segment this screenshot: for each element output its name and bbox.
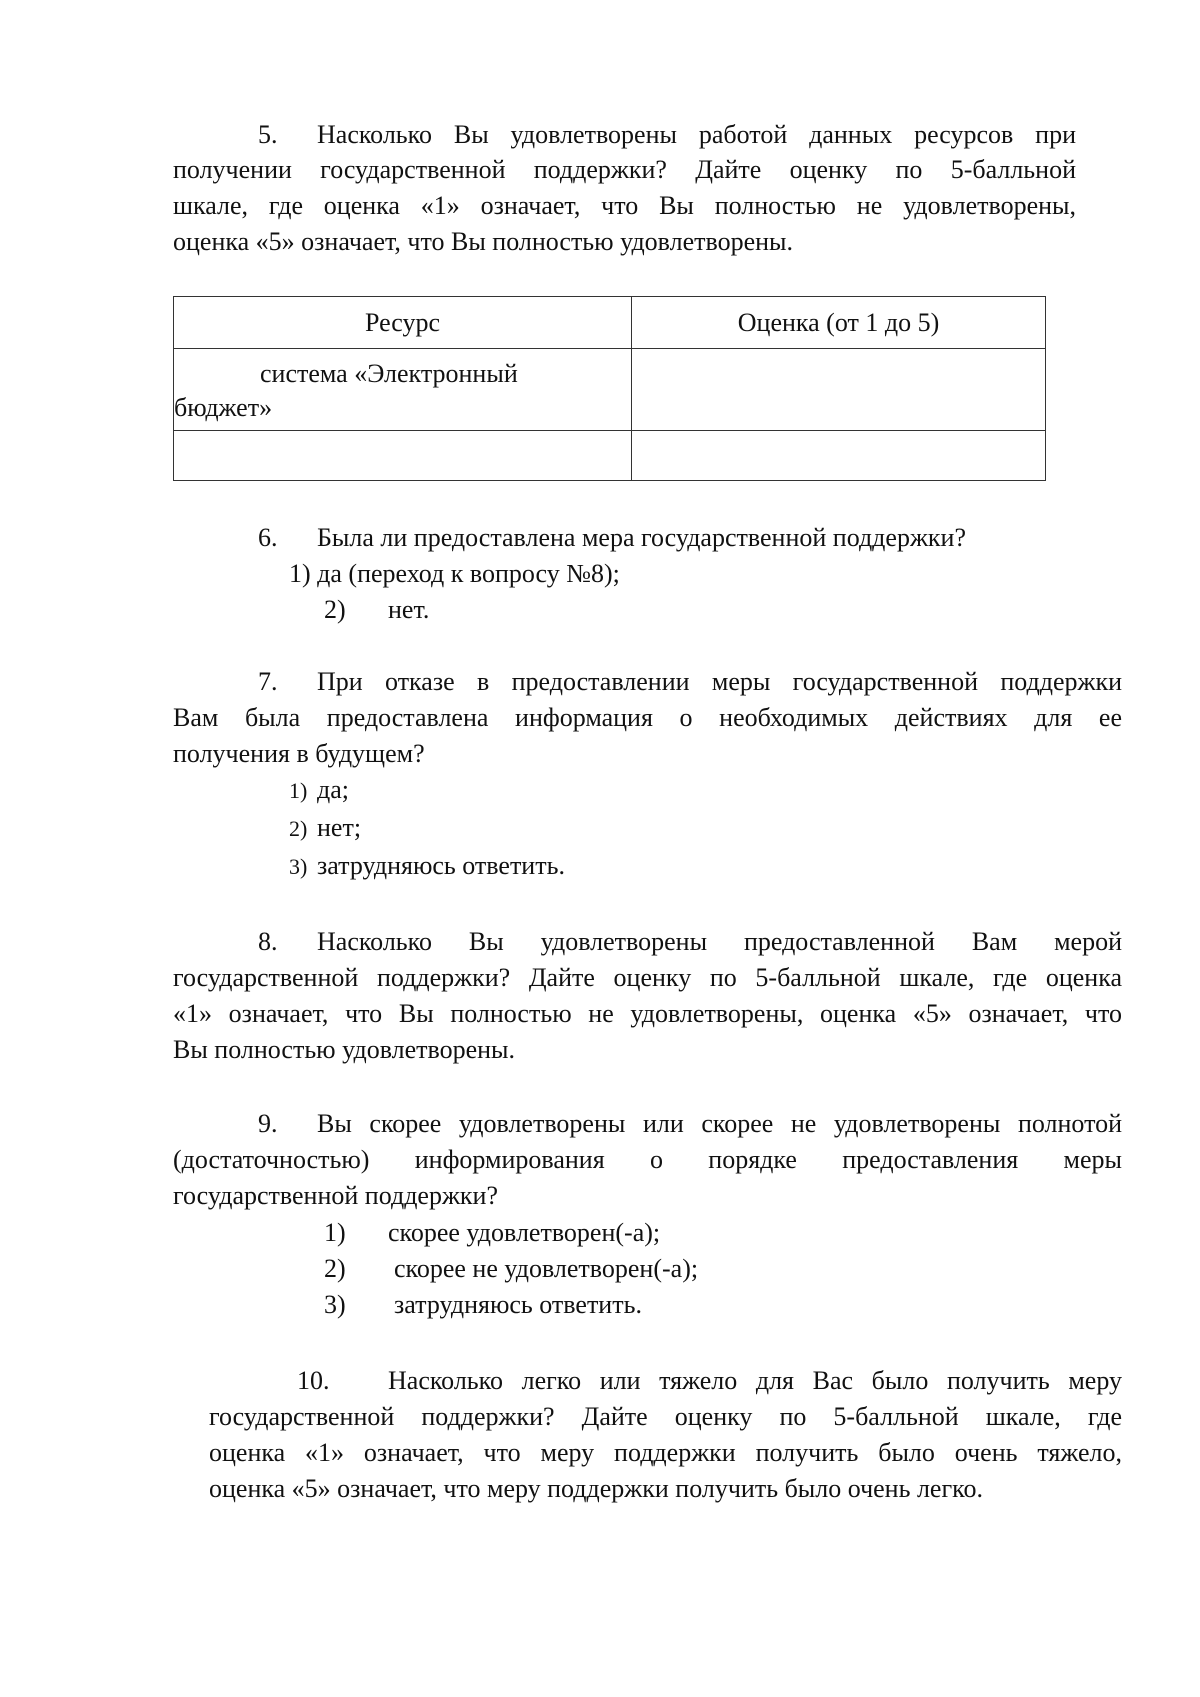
q7-option-2-number: 2) <box>289 816 308 841</box>
header-score: Оценка (от 1 до 5) <box>632 297 1046 349</box>
q8-line-1: Насколько Вы удовлетворены предоставленной Вам мерой <box>317 927 1122 956</box>
q10-number: 10. <box>297 1366 330 1395</box>
q7-number: 7. <box>258 667 278 696</box>
q5-number: 5. <box>258 120 278 149</box>
score-cell-empty[interactable] <box>632 431 1046 481</box>
q8-line-2: государственной поддержки? Дайте оценку по 5-балльной шкале, где оценка <box>173 963 1122 992</box>
q6-option-2-number: 2) <box>324 595 346 624</box>
q9-line-2: (достаточностью) информирования о порядке предоставления меры <box>173 1145 1122 1174</box>
q8-line-3: «1» означает, что Вы полностью не удовлетворены, оценка «5» означает, что <box>173 999 1122 1028</box>
q8-line-4: Вы полностью удовлетворены. <box>173 1035 516 1064</box>
q7-line-1: При отказе в предоставлении меры государственной поддержки <box>317 667 1122 696</box>
q6-text: Была ли предоставлена мера государственной поддержки? <box>317 523 966 552</box>
resource-name-line-2: бюджет» <box>174 393 273 422</box>
q10-line-1: Насколько легко или тяжело для Вас было получить меру <box>388 1366 1122 1395</box>
q7-line-2: Вам была предоставлена информация о необходимых действиях для ее <box>173 703 1122 732</box>
q10-line-3: оценка «1» означает, что меру поддержки получить было очень тяжело, <box>209 1438 1122 1467</box>
q7-option-3-text: затрудняюсь ответить. <box>317 851 565 880</box>
q9-option-1-number: 1) <box>324 1218 346 1247</box>
q5-line-4: оценка «5» означает, что Вы полностью удовлетворены. <box>173 227 794 256</box>
q5-line-2: получении государственной поддержки? Дайте оценку по 5-балльной <box>173 155 1076 184</box>
q6-number: 6. <box>258 523 278 552</box>
q7-option-1-number: 1) <box>289 778 308 803</box>
q7-line-3: получения в будущем? <box>173 739 425 768</box>
score-cell[interactable] <box>632 349 1046 431</box>
q5-line-1: Насколько Вы удовлетворены работой данных ресурсов при <box>317 120 1076 149</box>
q5-line-3: шкале, где оценка «1» означает, что Вы полностью не удовлетворены, <box>173 191 1076 220</box>
resource-cell <box>174 349 632 431</box>
q9-line-3: государственной поддержки? <box>173 1181 499 1210</box>
resource-name-line-1: система «Электронный <box>260 359 518 388</box>
q9-option-3-text: затрудняюсь ответить. <box>394 1290 642 1319</box>
q9-option-2-text: скорее не удовлетворен(-а); <box>394 1254 699 1283</box>
q9-line-1: Вы скорее удовлетворены или скорее не удовлетворены полнотой <box>317 1109 1122 1138</box>
q8-number: 8. <box>258 927 278 956</box>
q10-line-2: государственной поддержки? Дайте оценку по 5-балльной шкале, где <box>209 1402 1122 1431</box>
q6-option-2-text: нет. <box>388 595 430 624</box>
q9-option-2-number: 2) <box>324 1254 346 1283</box>
resource-rating-table <box>173 296 1046 481</box>
table-row <box>174 349 1046 431</box>
q9-option-3-number: 3) <box>324 1290 346 1319</box>
q9-number: 9. <box>258 1109 278 1138</box>
header-resource: Ресурс <box>174 297 632 349</box>
q7-option-3-number: 3) <box>289 854 308 879</box>
q6-option-1: 1) да (переход к вопросу №8); <box>289 559 620 588</box>
q10-line-4: оценка «5» означает, что меру поддержки получить было очень легко. <box>209 1474 983 1503</box>
table-header-row <box>174 297 1046 349</box>
q7-option-2-text: нет; <box>317 813 362 842</box>
resource-cell-empty[interactable] <box>174 431 632 481</box>
q7-option-1-text: да; <box>317 775 349 804</box>
table-row <box>174 431 1046 481</box>
q9-option-1-text: скорее удовлетворен(-а); <box>388 1218 661 1247</box>
